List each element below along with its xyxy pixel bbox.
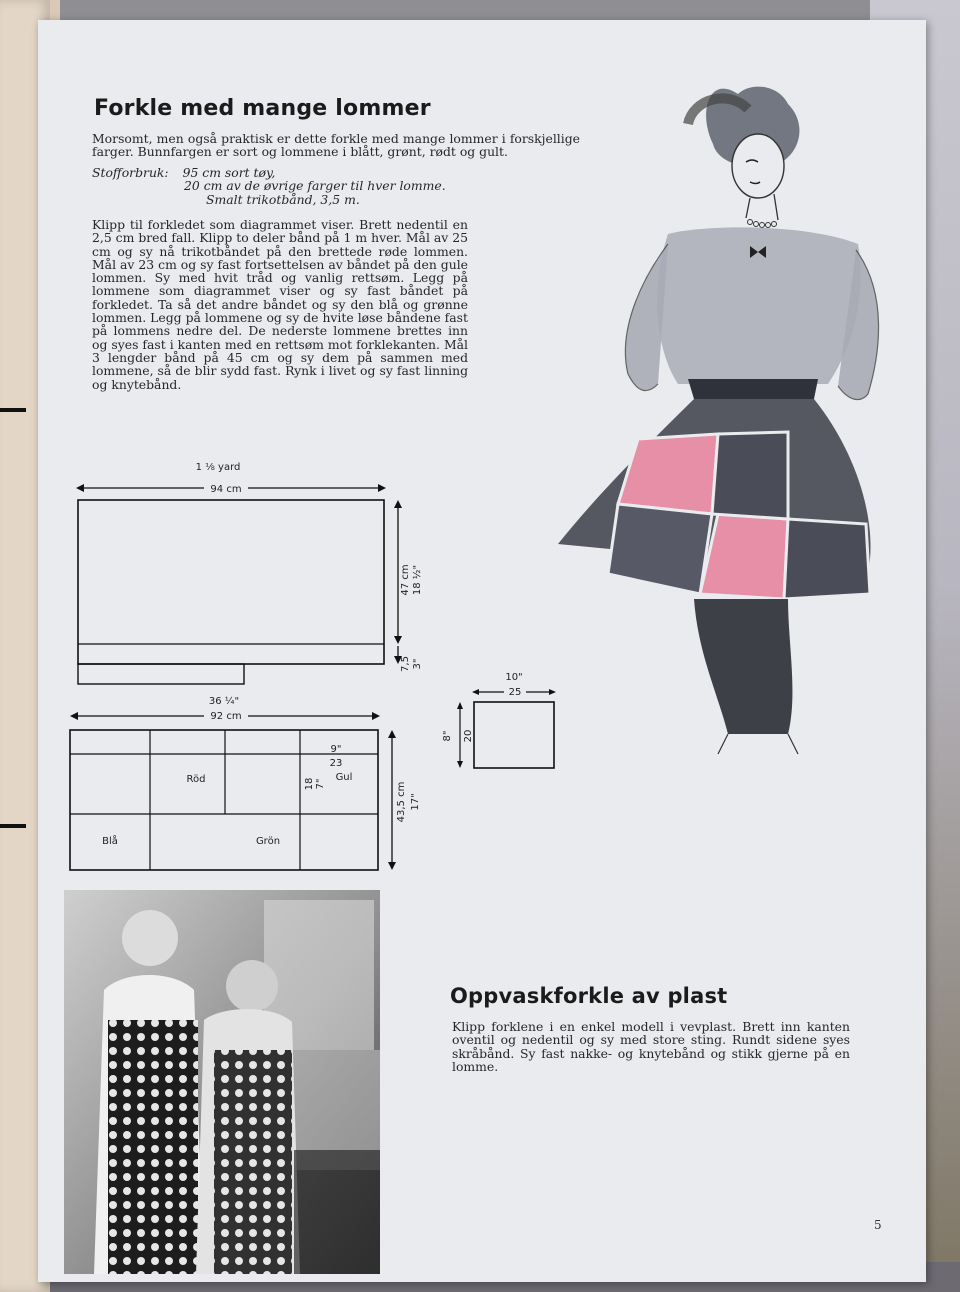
section1-title: Forkle med mange lommer [94,96,431,121]
page-number: 5 [874,1218,882,1232]
apron-height-metric: 47 cm [400,564,411,596]
materials-line-3: Smalt trikotbånd, 3,5 m. [206,191,360,207]
section2-text: Klipp forklene i en enkel modell i vevplast. Brett inn kanten oventil og nedentil og sy med store sting. Rundt sidene syes skråbånd. Sy fast nakke- og knytebånd og stikk gjerne på en lomme. [452,1019,850,1074]
pocket-width-imperial: 10" [505,672,523,683]
label-green: Grön [255,836,281,847]
apron-height-imperial: 18 ½" [412,564,423,596]
apron-waistband-outline [78,664,244,684]
pockets-height-metric: 43,5 cm [396,781,407,823]
pocket-height-metric: 20 [463,729,474,743]
materials-label: Stofforbruk: [92,165,169,180]
kitchen-photo [64,890,380,1274]
label-blue: Blå [102,836,118,847]
pockets-diagram [64,692,434,876]
apron-hem-imperial: 3" [412,658,423,670]
materials-line-2: 20 cm av de øvrige farger til hver lomme. [184,178,446,194]
apron-width-imperial: 1 ⅛ yard [195,462,241,473]
pocket-cell-height-metric: 18 [304,777,315,791]
materials-block [92,166,522,206]
apron-fashion-illustration [488,54,888,754]
pockets-height-imperial: 17" [410,793,421,811]
section1-instructions: Klipp til forkledet som diagrammet viser. Brett nedentil en 2,5 cm bred fall. Klipp to deler bånd på 1 m hver. Mål av 25 cm og sy nå trikotbåndet på den brettede røde lommen. Mål av 23 cm og sy fast fortsettelsen av båndet på den gule lommen. Sy med hvit tråd og vanlig rettsøm. Legg på lommene som diagrammet viser og sy fast båndet på forkledet. Ta så det andre båndet og sy den blå og grønne lommen. Legg på lommene og sy de hvite løse båndene fast på lommens nedre del. De nederste lommene brettes inn og syes fast i kanten med en rettsøm mot forklekanten. Mål 3 lengder bånd på 45 cm og sy dem på sammen med lommene, så de blir sydd fast. Rynk i livet og sy fast linning og knytebånd. [92,217,468,392]
apron-diagram [68,456,428,692]
pockets-width-imperial: 36 ¼" [208,696,240,707]
pocket-cell-height-imperial: 7" [315,778,326,790]
section1-intro: Morsomt, men også praktisk er dette forkle med mange lommer i forskjellige farger. Bunnfargen er sort og lommene i blått, grønt, rødt og gult. [92,131,580,160]
page-tick-mark [0,824,26,828]
label-yellow: Gul [335,772,353,783]
apron-hem-metric: 7,5 [400,656,411,672]
apron-body-outline [78,500,384,664]
page-tick-mark [0,408,26,412]
pockets-width-metric: 92 cm [210,711,242,722]
pockets-height-arrow [388,730,396,870]
apron-width-metric: 94 cm [210,484,242,495]
section2-title: Oppvaskforkle av plast [450,984,728,1008]
pocket-cell-width-metric: 23 [329,758,343,769]
magazine-page [38,20,926,1282]
pocket-width-metric: 25 [508,687,522,698]
pocket-cell-width-imperial: 9" [330,744,342,755]
pocket-height-imperial: 8" [442,730,453,742]
label-red: Röd [186,774,206,785]
materials-line-1: 95 cm sort tøy, [182,165,276,180]
